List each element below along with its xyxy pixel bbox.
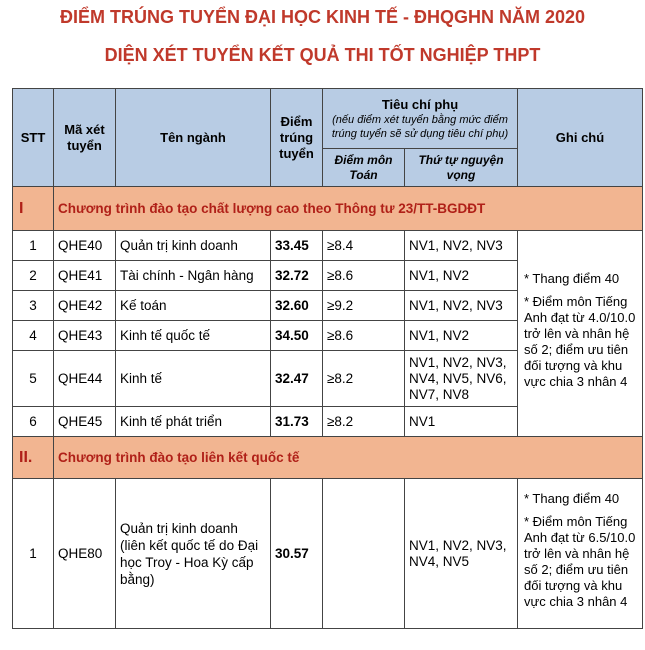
header-ten-nganh: Tên ngành (116, 89, 271, 187)
cell-diem-toan: ≥8.4 (323, 231, 405, 261)
cell-stt: 5 (13, 351, 54, 407)
cell-ma: QHE41 (54, 261, 116, 291)
cell-ten-nganh: Quản trị kinh doanh (liên kết quốc tế do Đại học Troy - Hoa Kỳ cấp bằng) (116, 479, 271, 629)
header-tieu-chi-phu (323, 89, 518, 149)
header-ma-xet-tuyen: Mã xét tuyển (54, 89, 116, 187)
table-row (13, 479, 643, 629)
cell-diem-toan: ≥8.6 (323, 321, 405, 351)
cell-nguyen-vong: NV1, NV2, NV3, NV4, NV5 (405, 479, 518, 629)
note-thang-diem: * Thang điểm 40 (524, 270, 620, 286)
cell-stt: 4 (13, 321, 54, 351)
header-tieu-chi-phu-label: Tiêu chí phụ (381, 96, 459, 112)
cell-nguyen-vong: NV1 (405, 407, 518, 437)
header-diem-trung-tuyen: Điểm trúng tuyển (271, 89, 323, 187)
cell-stt: 6 (13, 407, 54, 437)
cell-stt: 3 (13, 291, 54, 321)
cell-ten-nganh: Kinh tế (116, 351, 271, 407)
section-number: II. (13, 437, 54, 479)
cell-diem: 31.73 (271, 407, 323, 437)
cell-ma: QHE44 (54, 351, 116, 407)
cell-diem: 32.72 (271, 261, 323, 291)
cell-nguyen-vong: NV1, NV2 (405, 261, 518, 291)
cell-ten-nganh: Quản trị kinh doanh (116, 231, 271, 261)
cell-diem: 32.60 (271, 291, 323, 321)
section-title: Chương trình đào tạo liên kết quốc tế (54, 437, 643, 479)
cell-diem: 32.47 (271, 351, 323, 407)
section-number: I (13, 187, 54, 231)
section-header-1 (13, 187, 643, 231)
cell-ma: QHE43 (54, 321, 116, 351)
cell-stt: 1 (13, 231, 54, 261)
page-subtitle: DIỆN XÉT TUYỂN KẾT QUẢ THI TỐT NGHIỆP THPT (104, 45, 541, 65)
section-title: Chương trình đào tạo chất lượng cao theo Thông tư 23/TT-BGDĐT (54, 187, 643, 231)
cell-stt: 2 (13, 261, 54, 291)
header-ghi-chu: Ghi chú (518, 89, 643, 187)
cell-ma: QHE45 (54, 407, 116, 437)
header-diem-mon-toan: Điểm môn Toán (323, 149, 405, 187)
cell-ten-nganh: Kế toán (116, 291, 271, 321)
cell-diem-toan: ≥8.2 (323, 407, 405, 437)
cell-diem-toan: ≥9.2 (323, 291, 405, 321)
cell-nguyen-vong: NV1, NV2 (405, 321, 518, 351)
header-tieu-chi-phu-note: (nếu điểm xét tuyển bằng mức điểm trúng tuyển sẽ sử dụng tiêu chí phụ) (331, 113, 509, 140)
cell-nguyen-vong: NV1, NV2, NV3, NV4, NV5, NV6, NV7, NV8 (405, 351, 518, 407)
header-thu-tu-nguyen-vong: Thứ tự nguyện vọng (405, 149, 518, 187)
table-row (13, 231, 643, 261)
note-tieng-anh: * Điểm môn Tiếng Anh đạt từ 6.5/10.0 trở lên và nhân hệ số 2; điểm ưu tiên đối tượng và khu vực chia 3 nhân 4 (524, 513, 636, 609)
cell-diem: 30.57 (271, 479, 323, 629)
cell-ma: QHE42 (54, 291, 116, 321)
header-stt: STT (13, 89, 54, 187)
note-tieng-anh: * Điểm môn Tiếng Anh đạt từ 4.0/10.0 trở lên và nhân hệ số 2; điểm ưu tiên đối tượng và khu vực chia 3 nhân 4 (524, 293, 636, 389)
cell-diem: 34.50 (271, 321, 323, 351)
cell-diem-toan (323, 479, 405, 629)
section-header-2 (13, 437, 643, 479)
cell-ghi-chu (518, 231, 643, 437)
note-thang-diem: * Thang điểm 40 (524, 490, 620, 506)
cell-ma: QHE80 (54, 479, 116, 629)
cell-nguyen-vong: NV1, NV2, NV3 (405, 231, 518, 261)
cell-stt: 1 (13, 479, 54, 629)
cell-diem-toan: ≥8.2 (323, 351, 405, 407)
cell-diem-toan: ≥8.6 (323, 261, 405, 291)
cell-nguyen-vong: NV1, NV2, NV3 (405, 291, 518, 321)
cell-ten-nganh: Tài chính - Ngân hàng (116, 261, 271, 291)
cell-ma: QHE40 (54, 231, 116, 261)
cell-ten-nganh: Kinh tế phát triển (116, 407, 271, 437)
admission-score-table (12, 88, 643, 629)
cell-ten-nganh: Kinh tế quốc tế (116, 321, 271, 351)
page-title: ĐIỂM TRÚNG TUYỂN ĐẠI HỌC KINH TẾ - ĐHQGHN NĂM 2020 (59, 7, 586, 27)
cell-ghi-chu (518, 479, 643, 629)
cell-diem: 33.45 (271, 231, 323, 261)
